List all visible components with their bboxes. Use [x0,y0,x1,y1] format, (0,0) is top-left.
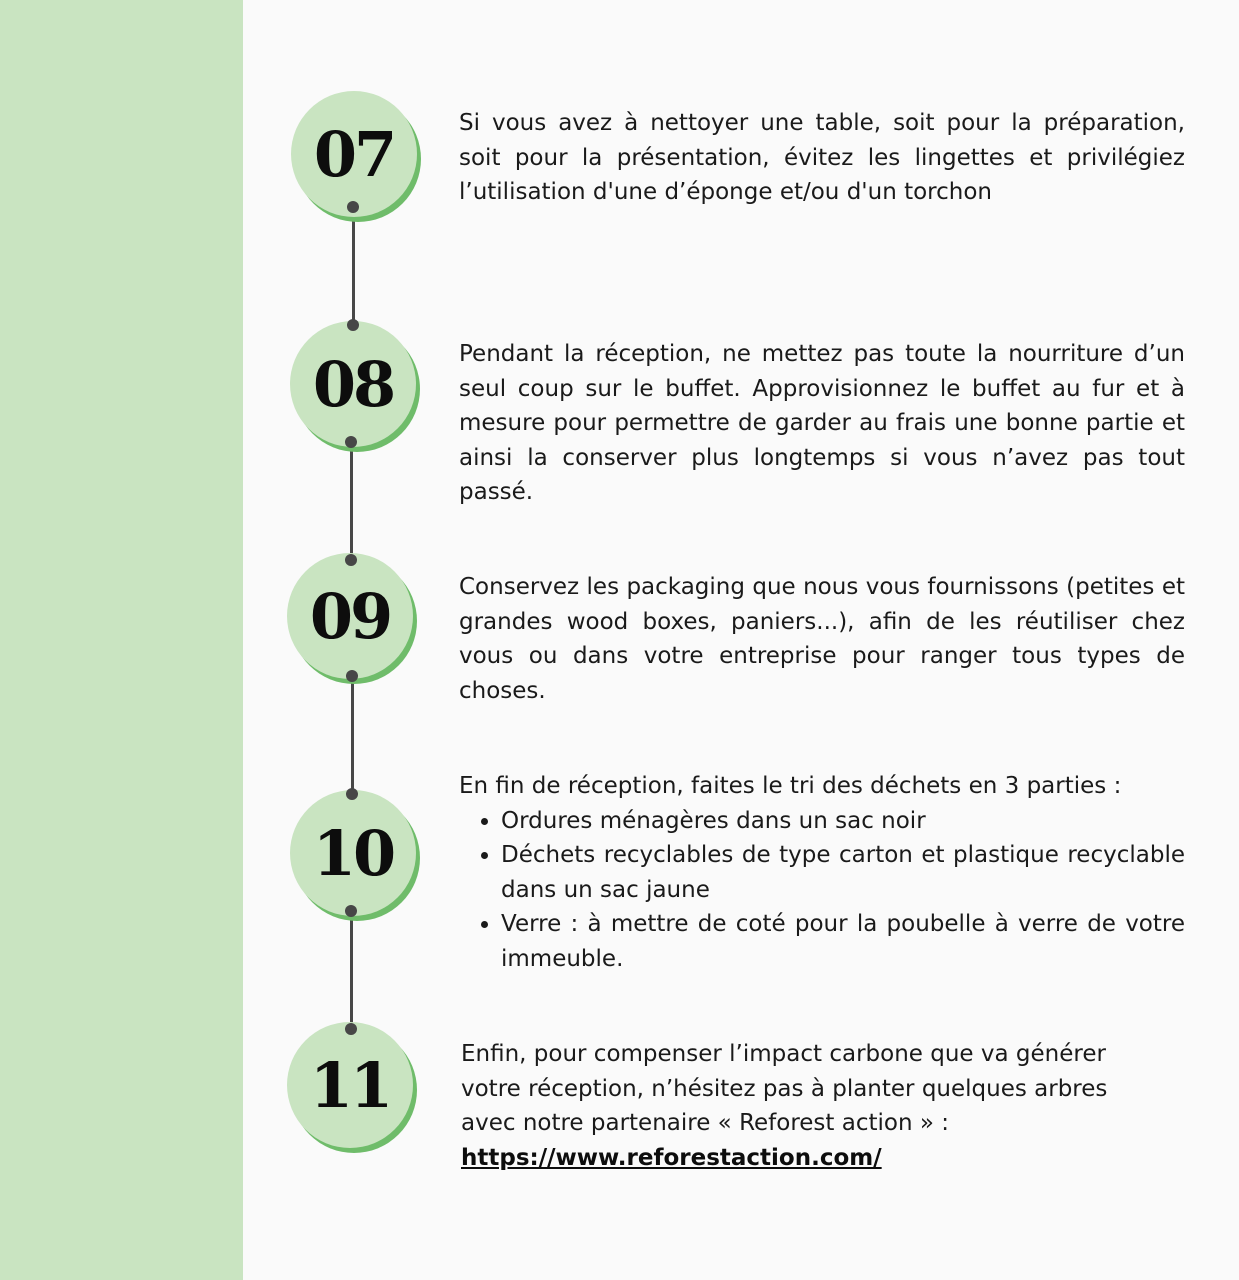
step-circle-09 [287,553,413,679]
step-number: 08 [312,347,394,421]
timeline-connector [350,911,353,1029]
step-number: 11 [309,1048,391,1122]
step-circle-07 [291,91,417,217]
step-number: 09 [309,579,391,653]
timeline-dot [345,905,357,917]
step-circle-08 [290,321,416,447]
step-08-text [459,337,1185,510]
timeline-dot [347,201,359,213]
timeline-dot [346,670,358,682]
step-paragraph: Pendant la réception, ne mettez pas toute la nourriture d’un seul coup sur le buffet. Approvisionnez le buffet au fur et à mesure pour permettre de garder au frais une bonne partie et ainsi la conserver plus longtemps si vous n’avez pas tout passé. [459,341,1185,505]
waste-sorting-list [459,804,1185,977]
timeline-dot [345,1023,357,1035]
step-07-text [459,106,1185,210]
step-circle-11 [287,1022,413,1148]
step-11-text [461,1037,1121,1175]
list-item: • Ordures ménagères dans un sac noir [501,804,1185,839]
left-decorative-band [0,0,243,1280]
timeline-connector [351,676,354,794]
step-paragraph: Conservez les packaging que nous vous fournissons (petites et grandes wood boxes, paniers...), afin de les réutiliser chez vous ou dans votre entreprise pour ranger tous types de choses. [459,574,1185,704]
timeline-connector [352,207,355,325]
step-10-text [459,769,1185,976]
list-item: • Déchets recyclables de type carton et plastique recyclable dans un sac jaune [501,838,1185,907]
step-paragraph [461,1037,1121,1175]
step-intro: En fin de réception, faites le tri des déchets en 3 parties : [459,773,1122,799]
timeline-dot [345,436,357,448]
step-09-text [459,570,1185,708]
timeline-dot [347,319,359,331]
timeline-dot [345,554,357,566]
timeline-connector [350,442,353,560]
step-paragraph: Si vous avez à nettoyer une table, soit pour la préparation, soit pour la présentation, évitez les lingettes et privilégiez l’utilisation d'une d’éponge et/ou d'un torchon [459,110,1185,205]
step-circle-10 [290,790,416,916]
step-11-sentence: Enfin, pour compenser l’impact carbone que va générer votre réception, n’hésitez pas à planter quelques arbres avec notre partenaire « Reforest action » : [461,1041,1108,1136]
timeline-dot [346,788,358,800]
reforestaction-link[interactable]: https://www.reforestaction.com/ [461,1144,882,1171]
list-item: • Verre : à mettre de coté pour la poubelle à verre de votre immeuble. [501,907,1185,976]
step-number: 10 [312,816,394,890]
step-number: 07 [313,117,395,191]
